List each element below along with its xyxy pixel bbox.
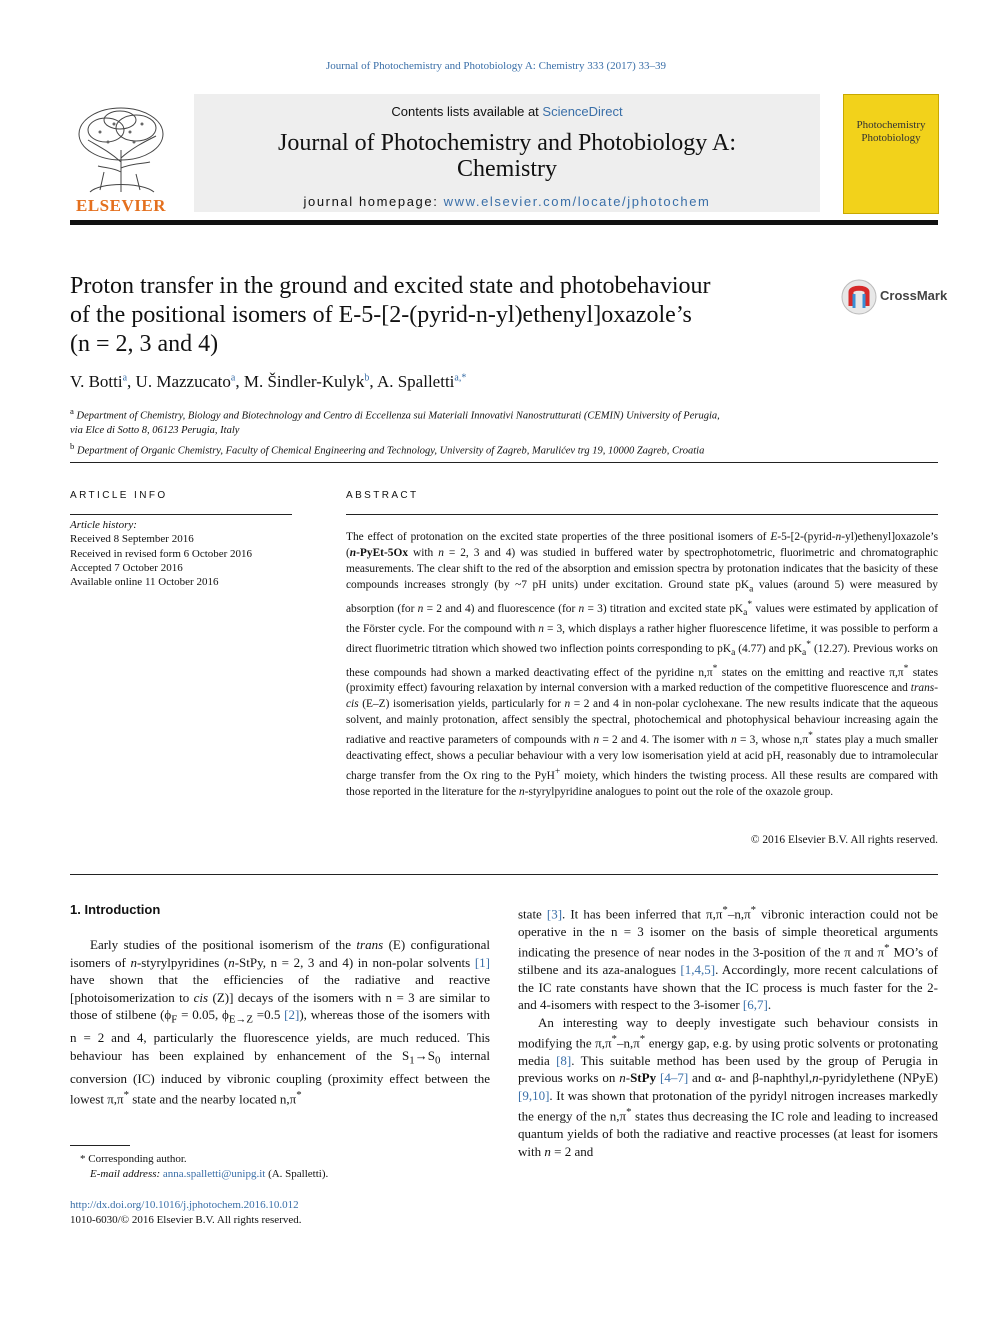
author-affil-sup: a bbox=[122, 372, 128, 384]
online-date: Available online 11 October 2016 bbox=[70, 576, 219, 589]
cover-title-line1: Photochemistry bbox=[856, 119, 926, 131]
title-line3: (n = 2, 3 and 4) bbox=[70, 331, 219, 357]
abstract-text: The effect of protonation on the excited state properties of the three positional isomers of E-5-[2-(pyrid-n-yl)ethenyl]oxazole’s (n-PyEt-5Ox with n = 2, 3 and 4) was studied in buffered water by spectrophotometric, fluorimetric and chromatographic measurements. The clear shift to the red of the absorption and emission spectra by protonation indicates that the basicity of these compounds increases strongly (by ~7 pH units) under excitation. Ground state $pK_a$ values (around 5) were measured by absorption (for n = 2 and 4) and fluorescence (for n = 3) titration and excited state $pK_a^*$ values were estimated by application of the Förster cycle. For the compound with n = 3, which displays a rather higher fluorescence lifetime, it was possible to perform a direct fluorimetric titration which showed two inflection points corresponding to $pK_a$ (4.77) and $pK_a^*$ (12.27). Previous works on these compounds had shown a marked deactivating effect of the pyridine n,π* states on the emitting and reactive π,π* states (proximity effect) favouring relaxation by internal conversion with a marked reduction of the competitive fluorescence and trans-cis (E–Z) isomerisation yields, particularly for n = 2 and 4 in non-polar cyclohexane. The new results indicate that the aqueous solvent, and mainly protonation, affect sensibly the spectral, photochemical and photophysical behaviour increasing again the radiative and reactive parameters of compounds with n = 2 and 4. The isomer with n = 3, whose n,π* states play a much smaller deactivating effect, shows a peculiar behaviour with a very low isomerisation yield at acid pH, reasonably due to intramolecular charge transfer from the Ox ring to the PyH+ moiety, which hinders the twisting process. All these results are compared with those reported in the literature for the n-styrylpyridine analogues to point out the role of the oxazole group. bbox=[346, 531, 939, 798]
footnote-divider bbox=[70, 1145, 130, 1146]
intro-paragraph-2: An interesting way to deeply investigate such behaviour consists in modifying the π,π*–n,π* energy gap, e.g. by using protic solvents or protonating media [8]. This suitable method has been used by the group of Perugia in previous works on n-StPy [4–7] and α- and β-naphthyl,n-pyridylethene (NPyE) [9,10]. It was shown that protonation of the pyridyl nitrogen increases markedly the energy of the n,π* states thus decreasing the IC role and leading to increased quantum yields of both the radiative and reactive processes (at least for isomers with n = 2 and bbox=[518, 1014, 939, 1159]
affil-divider bbox=[70, 462, 938, 463]
homepage-link[interactable]: www.elsevier.com/locate/jphotochem bbox=[443, 194, 711, 209]
title-line1: Proton transfer in the ground and excited state and photobehaviour bbox=[70, 273, 711, 299]
received-date: Received 8 September 2016 bbox=[70, 533, 194, 546]
crossmark-badge[interactable] bbox=[840, 278, 948, 316]
contents-prefix: Contents lists available at bbox=[391, 104, 543, 119]
footnote: * Corresponding author. E-mail address: anna.spalletti@unipg.it (A. Spalletti). bbox=[80, 1153, 329, 1180]
affiliation-a: $^a$ Department of Chemistry, Biology and Biotechnology and Centro di Eccellenza sui Materiali Innovativi Nanostrutturati (CEMIN) University of Perugia, bbox=[70, 406, 720, 422]
affiliation-b: $^b$ Department of Organic Chemistry, Faculty of Chemical Engineering and Technology, University of Zagreb, Marulićev trg 19, 10000 Zagreb, Croatia bbox=[70, 440, 705, 456]
email-label: E-mail address: bbox=[90, 1167, 163, 1180]
article-info-heading: ARTICLE INFO bbox=[70, 490, 168, 501]
intro-paragraph-1: Early studies of the positional isomerism of the trans (E) configurational isomers of n-styrylpyridines (n-StPy, n = 2, 3 and 4) in non-polar solvents [1] have shown that the efficiencies of the radiative and reactive [photoisomerization to cis (Z)] decays of the isomers with n = 3 are similar to those of stilbene ($\phi_F = 0.05$, $\phi_{E\to Z} =0.5$ [2]), whereas those of the isomers with n = 2 and 4, particularly the fluorescence yields, are much reduced. This behaviour has been explained by enhancement of the $S_1\to S_0$ internal conversion (IC) induced by vibronic coupling (proximity effect between the lowest π,π* state and the nearby located n,π* bbox=[70, 937, 491, 1107]
affiliation-a-line2: via Elce di Sotto 8, 06123 Perugia, Italy bbox=[70, 425, 240, 436]
article-title bbox=[70, 272, 830, 359]
cover-title bbox=[844, 119, 938, 145]
title-line2: of the positional isomers of E-5-[2-(pyrid-n-yl)ethenyl]oxazole’s bbox=[70, 302, 692, 328]
elsevier-wordmark: ELSEVIER bbox=[76, 196, 166, 215]
cover-title-line2: Photobiology bbox=[861, 132, 921, 144]
author-affil-sup: b bbox=[364, 372, 370, 384]
revised-date: Received in revised form 6 October 2016 bbox=[70, 547, 253, 560]
author-name[interactable]: U. Mazzucato bbox=[135, 372, 231, 391]
author-affil-sup: a bbox=[230, 372, 236, 384]
abstract-heading: ABSTRACT bbox=[346, 490, 419, 501]
issn-line: 1010-6030/© 2016 Elsevier B.V. All rights reserved. bbox=[70, 1213, 302, 1226]
history-label: Article history: bbox=[70, 519, 137, 531]
doi-link[interactable]: http://dx.doi.org/10.1016/j.jphotochem.2016.10.012 bbox=[70, 1199, 299, 1211]
journal-homepage bbox=[194, 194, 820, 209]
introduction-heading: 1. Introduction bbox=[70, 902, 161, 917]
journal-title-line2: Chemistry bbox=[457, 156, 557, 182]
body-column-left bbox=[70, 936, 490, 1108]
affiliations bbox=[70, 404, 930, 459]
intro-paragraph-1-cont: state [3]. It has been inferred that π,π*–n,π* vibronic interaction could not be operative in the n = 3 isomer on the basis of simple theoretical arguments indicating the presence of near nodes in the 3-position of the π and π* MO’s of stilbene and its aza-analogues [1,4,5]. Accordingly, more recent calculations of the IC rate constants have shown that the IC process is much faster for the 2- and 4-isomers with respect to the 3-isomer [6,7]. bbox=[518, 904, 938, 1013]
journal-header bbox=[70, 94, 938, 216]
body-column-right bbox=[518, 902, 938, 1160]
abstract-bottom-divider bbox=[70, 874, 938, 875]
crossmark-icon bbox=[840, 278, 878, 316]
email-owner: (A. Spalletti). bbox=[265, 1167, 329, 1180]
article-info-divider bbox=[70, 514, 292, 515]
author-name[interactable]: V. Botti bbox=[70, 372, 123, 391]
author-name[interactable]: M. Šindler-Kulyk bbox=[243, 372, 365, 391]
article-history bbox=[70, 518, 300, 589]
email-link[interactable]: anna.spalletti@unipg.it bbox=[162, 1167, 266, 1180]
contents-line bbox=[194, 104, 820, 119]
header-divider bbox=[70, 220, 938, 225]
homepage-prefix: journal homepage: bbox=[303, 194, 444, 209]
journal-title-line1: Journal of Photochemistry and Photobiology A: bbox=[278, 130, 736, 156]
affiliation-a-line1: Department of Chemistry, Biology and Biotechnology and Centro di Eccellenza sui Materiali Innovativi Nanostrutturati (CEMIN) University of Perugia, bbox=[76, 410, 720, 422]
journal-title bbox=[194, 130, 820, 182]
author-list: V. Botti$^a$, U. Mazzucato$^a$, M. Šindler-Kulyk$^b$, A. Spalletti$^{a,*}$ bbox=[70, 372, 467, 391]
journal-cover-thumbnail[interactable] bbox=[843, 94, 939, 214]
sciencedirect-link[interactable]: ScienceDirect bbox=[542, 104, 623, 119]
journal-citation[interactable]: Journal of Photochemistry and Photobiology A: Chemistry 333 (2017) 33–39 bbox=[325, 60, 667, 72]
abstract-divider bbox=[346, 514, 938, 515]
corresponding-author-note: Corresponding author. bbox=[88, 1153, 187, 1165]
accepted-date: Accepted 7 October 2016 bbox=[70, 561, 183, 574]
doi-block bbox=[70, 1198, 490, 1227]
author-affil-sup: a,* bbox=[454, 372, 467, 384]
author-name[interactable]: A. Spalletti bbox=[376, 372, 455, 391]
crossmark-label: CrossMark bbox=[880, 288, 948, 303]
abstract-copyright: © 2016 Elsevier B.V. All rights reserved. bbox=[750, 834, 938, 846]
journal-banner bbox=[194, 94, 820, 212]
affiliation-b-text: Department of Organic Chemistry, Faculty of Chemical Engineering and Technology, University of Zagreb, Marulićev trg 19, 10000 Zagreb, Croatia bbox=[77, 445, 705, 456]
